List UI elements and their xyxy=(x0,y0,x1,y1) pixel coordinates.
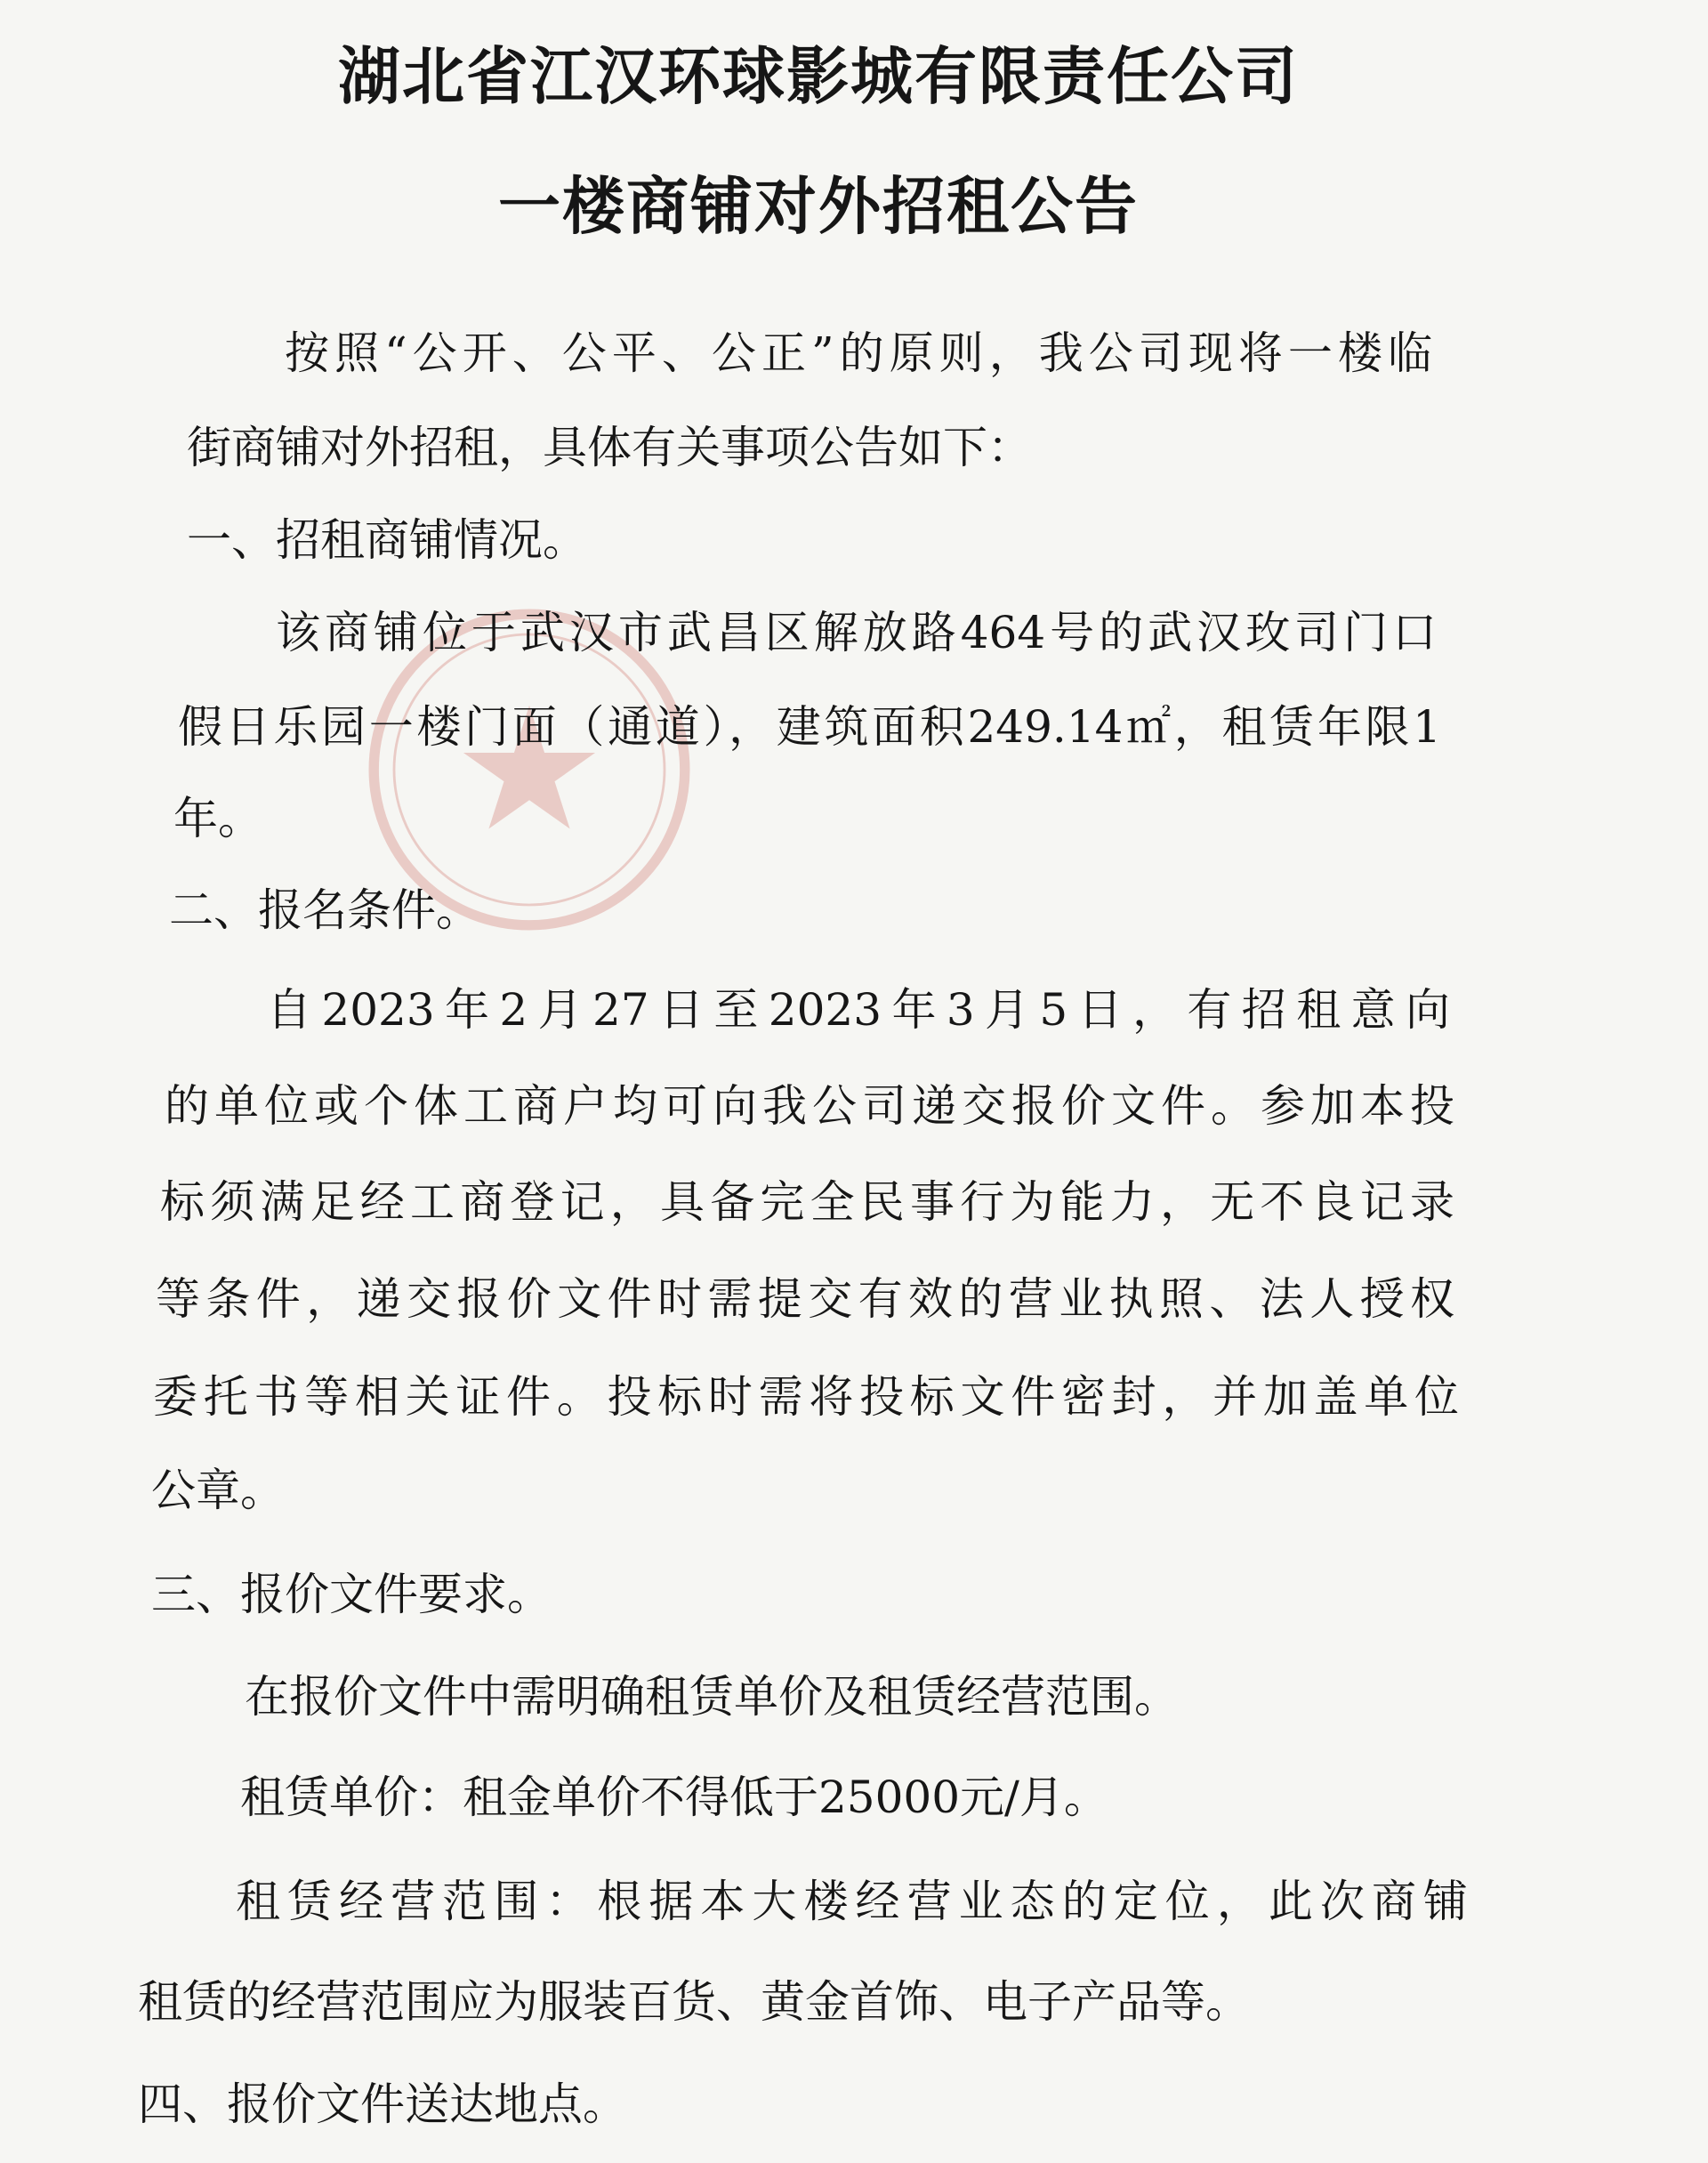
body-line: 委托书等相关证件。投标时需将投标文件密封，并加盖单位 xyxy=(153,1371,1459,1423)
body-line: 等条件，递交报价文件时需提交有效的营业执照、法人授权 xyxy=(156,1273,1454,1325)
body-line: 公章。 xyxy=(151,1465,285,1516)
body-line: 街商铺对外招租，具体有关事项公告如下： xyxy=(187,422,1032,473)
body-line: 的单位或个体工商户均可向我公司递交报价文件。参加本投 xyxy=(165,1080,1454,1132)
body-line: 该商铺位于武汉市武昌区解放路464号的武汉玫司门口 xyxy=(276,607,1437,658)
section-heading: 四、报价文件送达地点。 xyxy=(138,2078,627,2130)
body-line: 按照“公开、公平、公正”的原则，我公司现将一楼临 xyxy=(285,327,1432,379)
document-title-line1: 湖北省江汉环球影城有限责任公司 xyxy=(338,40,1299,113)
section-heading: 三、报价文件要求。 xyxy=(151,1569,552,1620)
body-line: 在报价文件中需明确租赁单价及租赁经营范围。 xyxy=(245,1671,1179,1723)
body-line: 租赁单价：租金单价不得低于25000元/月。 xyxy=(240,1772,1108,1823)
section-heading: 二、报名条件。 xyxy=(169,884,480,936)
document-title-line2: 一楼商铺对外招租公告 xyxy=(498,170,1139,243)
body-line: 标须满足经工商登记，具备完全民事行为能力，无不良记录 xyxy=(160,1176,1454,1228)
body-line: 自2023年2月27日至2023年3月5日，有招租意向 xyxy=(267,984,1450,1036)
body-line: 租赁的经营范围应为服装百货、黄金首饰、电子产品等。 xyxy=(138,1976,1250,2028)
body-line: 租赁经营范围：根据本大楼经营业态的定位，此次商铺 xyxy=(236,1876,1468,1927)
body-line: 假日乐园一楼门面（通道），建筑面积249.14㎡，租赁年限1 xyxy=(178,701,1441,753)
body-line: 年。 xyxy=(173,793,262,844)
section-heading: 一、招租商铺情况。 xyxy=(187,514,587,566)
